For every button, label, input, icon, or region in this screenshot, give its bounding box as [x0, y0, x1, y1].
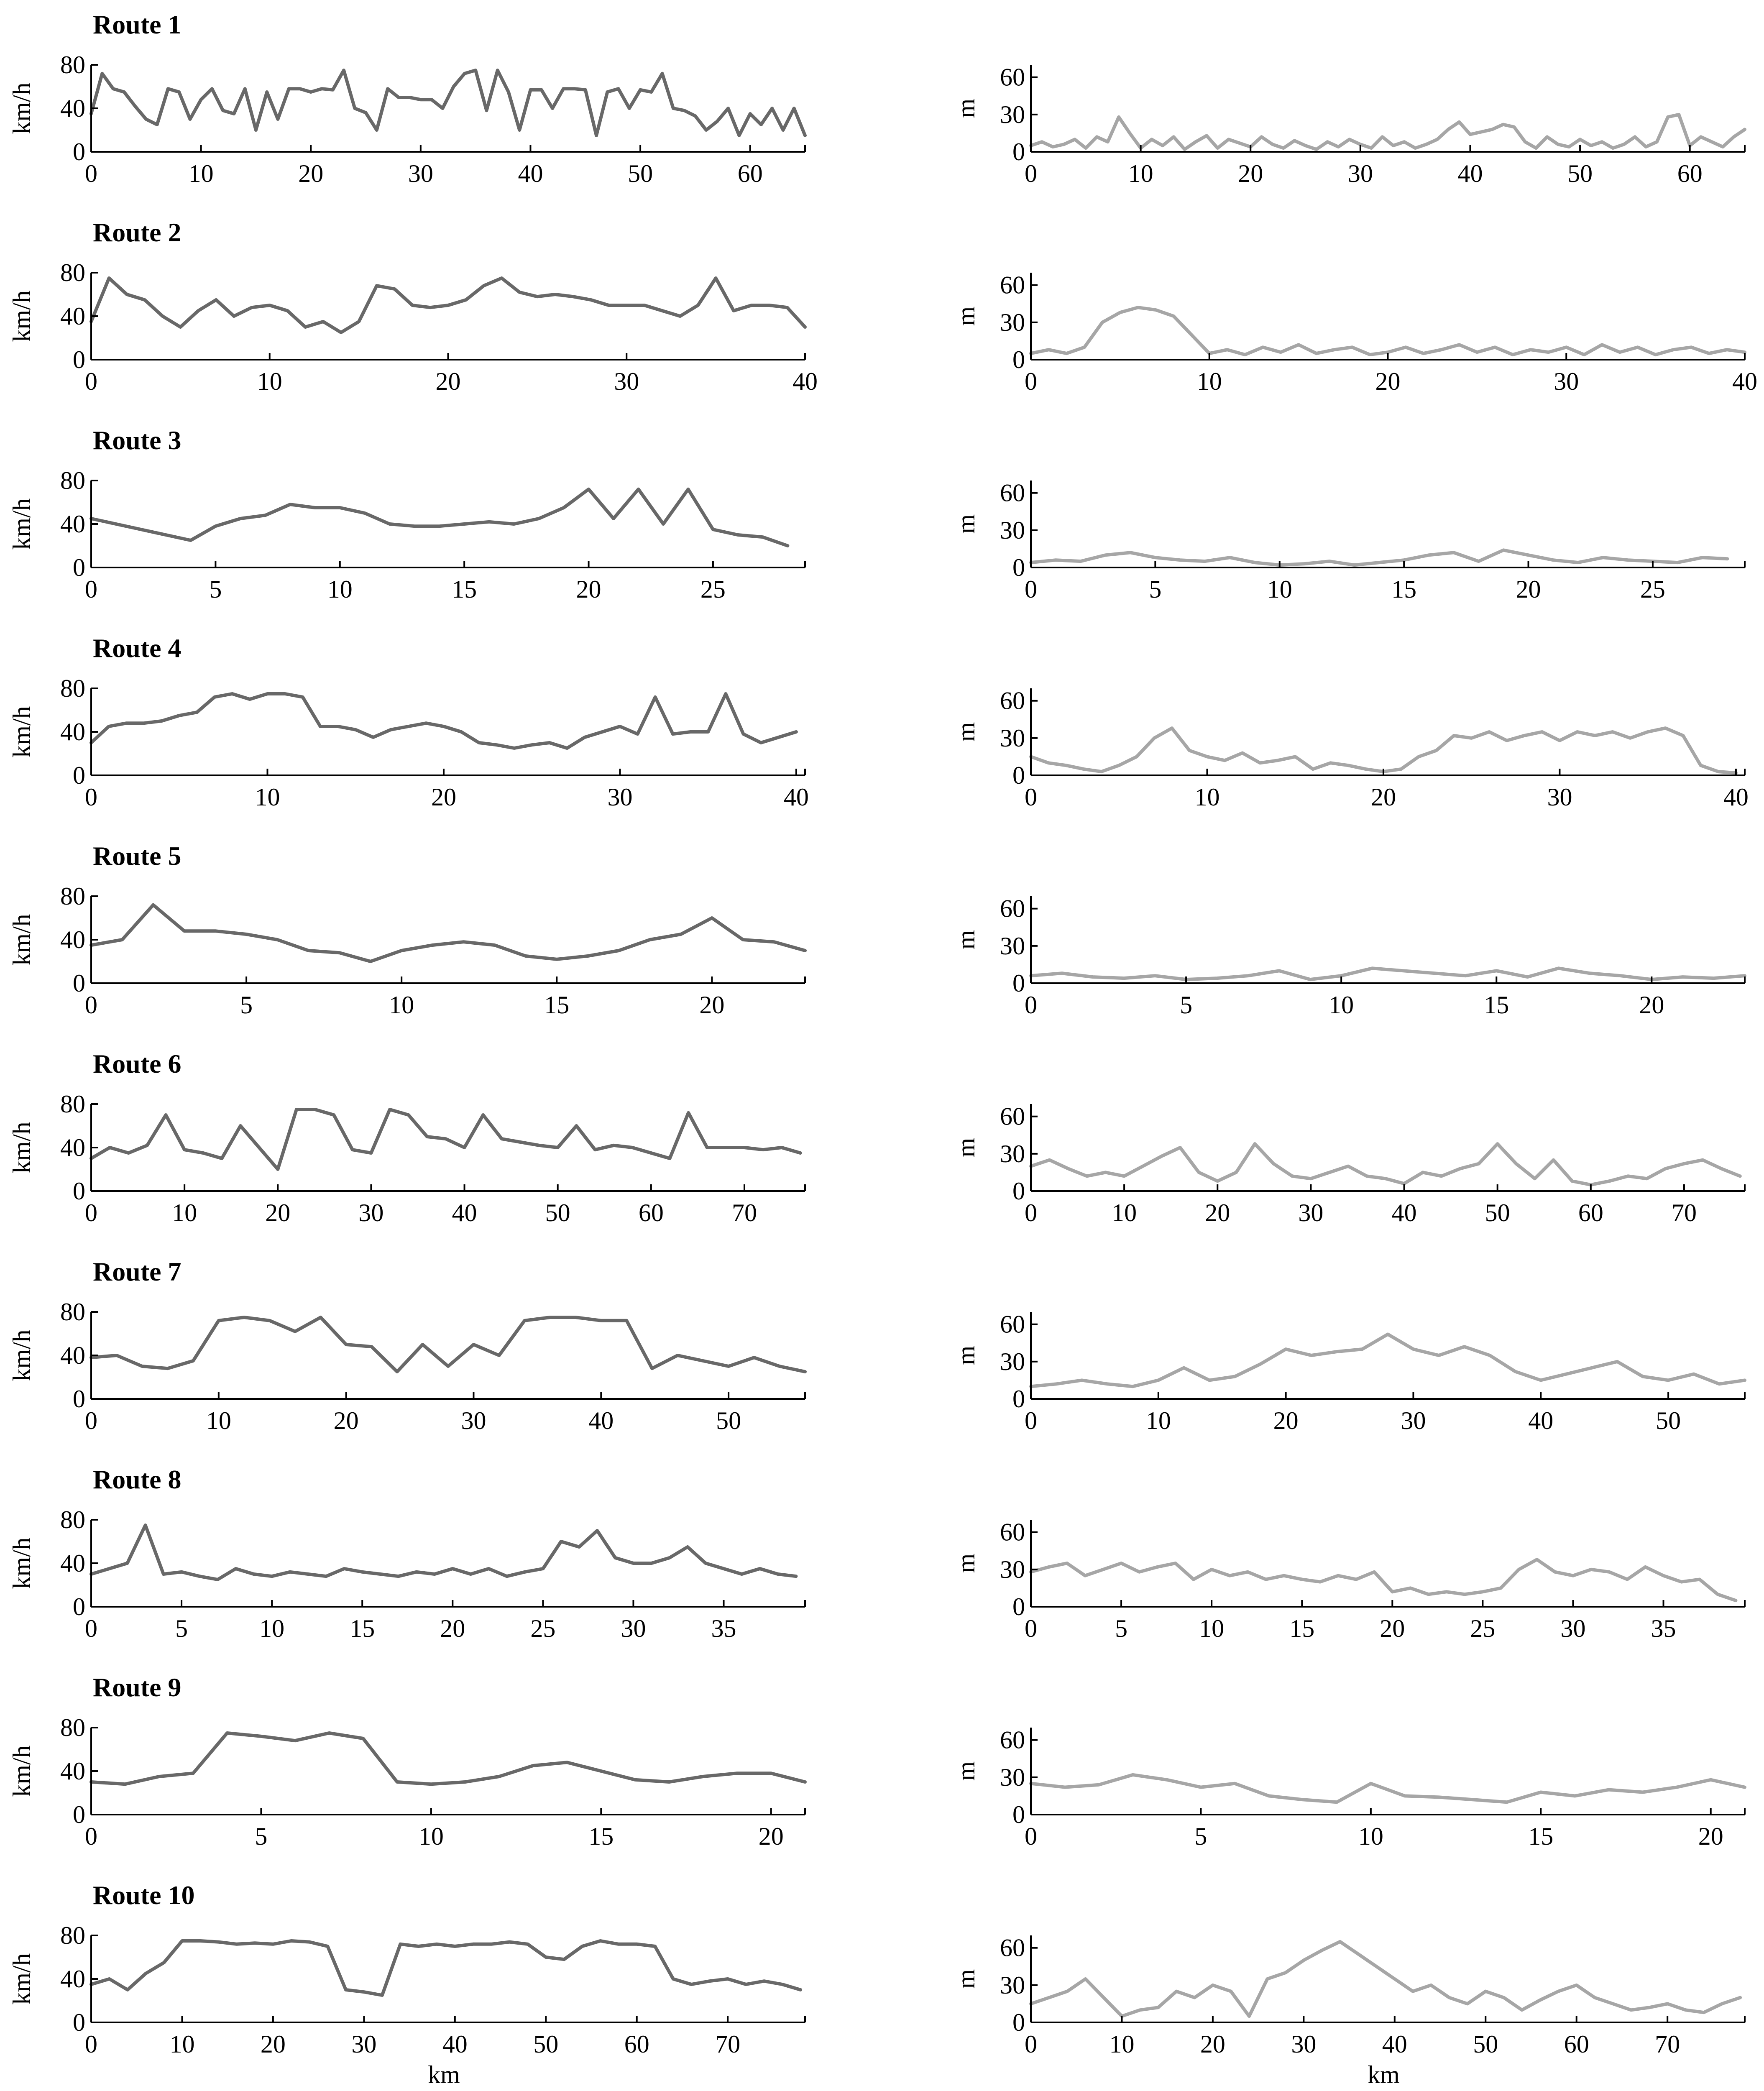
y-tick-label: 0 — [1012, 2009, 1025, 2036]
x-tick-label: 40 — [793, 368, 818, 395]
x-tick-label: 50 — [533, 2030, 559, 2058]
y-tick-label: 30 — [1000, 724, 1025, 752]
panel-1-speed — [8, 10, 805, 187]
y-tick-label: 0 — [73, 1801, 85, 1828]
speed-series-line — [91, 1733, 805, 1784]
x-tick-label: 10 — [206, 1407, 231, 1434]
y-axis-label: m — [952, 930, 980, 950]
x-tick-label: 20 — [699, 991, 725, 1019]
y-tick-label: 60 — [1000, 1102, 1025, 1130]
x-tick-label: 10 — [257, 368, 282, 395]
x-tick-label: 20 — [265, 1199, 291, 1227]
speed-series-line — [91, 905, 805, 961]
x-tick-label: 0 — [1025, 1615, 1037, 1642]
x-tick-label: 10 — [418, 1823, 444, 1850]
x-tick-label: 0 — [1025, 991, 1037, 1019]
x-tick-label: 5 — [1149, 575, 1162, 603]
y-axis-label: km/h — [8, 914, 36, 966]
x-tick-label: 30 — [621, 1615, 646, 1642]
x-tick-label: 5 — [209, 575, 222, 603]
x-tick-label: 10 — [1267, 575, 1292, 603]
x-tick-label: 20 — [1370, 783, 1396, 811]
x-tick-label: 10 — [1199, 1615, 1225, 1642]
x-tick-label: 5 — [255, 1823, 268, 1850]
y-axis-label: m — [952, 306, 980, 326]
x-tick-label: 20 — [260, 2030, 286, 2058]
y-tick-label: 30 — [1000, 1971, 1025, 1999]
y-axis-label: km/h — [8, 1329, 36, 1381]
x-tick-label: 5 — [240, 991, 253, 1019]
x-tick-label: 30 — [607, 783, 633, 811]
y-tick-label: 0 — [1012, 346, 1025, 373]
y-tick-label: 60 — [1000, 63, 1025, 91]
panel-7-speed — [8, 1257, 805, 1434]
y-tick-label: 80 — [60, 1922, 85, 1949]
x-tick-label: 40 — [1528, 1407, 1554, 1434]
y-axis-label: m — [952, 1553, 980, 1573]
route-title: Route 7 — [93, 1257, 182, 1286]
x-tick-label: 50 — [1485, 1199, 1510, 1227]
y-tick-label: 30 — [1000, 308, 1025, 336]
y-tick-label: 30 — [1000, 932, 1025, 960]
x-tick-label: 50 — [628, 160, 653, 187]
x-tick-label: 35 — [1651, 1615, 1676, 1642]
panel-3-elevation — [952, 479, 1745, 603]
y-axis-label: m — [952, 514, 980, 534]
y-tick-label: 60 — [1000, 479, 1025, 507]
x-tick-label: 0 — [85, 991, 97, 1019]
panel-9-speed — [8, 1672, 805, 1850]
x-tick-label: 25 — [700, 575, 726, 603]
x-tick-label: 10 — [327, 575, 353, 603]
x-tick-label: 40 — [1382, 2030, 1407, 2058]
x-tick-label: 0 — [85, 1199, 97, 1227]
y-tick-label: 60 — [1000, 895, 1025, 923]
route-title: Route 5 — [93, 841, 182, 871]
y-axis-label: m — [952, 1969, 980, 1989]
y-tick-label: 0 — [73, 2009, 85, 2036]
speed-series-line — [91, 1317, 805, 1372]
y-tick-label: 40 — [60, 1549, 85, 1577]
elevation-series-line — [1031, 1775, 1745, 1802]
x-tick-label: 50 — [545, 1199, 570, 1227]
speed-series-line — [91, 70, 805, 135]
panel-2-elevation — [952, 271, 1757, 395]
panel-3-speed — [8, 425, 805, 603]
speed-series-line — [91, 1941, 800, 1995]
elevation-series-line — [1031, 1942, 1740, 2016]
x-tick-label: 20 — [1200, 2030, 1225, 2058]
x-tick-label: 20 — [576, 575, 601, 603]
x-tick-label: 10 — [1112, 1199, 1137, 1227]
x-tick-label: 20 — [758, 1823, 784, 1850]
x-tick-label: 15 — [544, 991, 570, 1019]
x-tick-label: 10 — [389, 991, 414, 1019]
elevation-series-line — [1031, 1334, 1745, 1387]
y-tick-label: 40 — [60, 510, 85, 538]
y-tick-label: 30 — [1000, 516, 1025, 544]
x-tick-label: 0 — [85, 160, 97, 187]
panel-1-elevation — [952, 64, 1745, 187]
elevation-series-line — [1031, 1144, 1740, 1185]
x-tick-label: 0 — [1025, 2030, 1037, 2058]
x-tick-label: 70 — [1655, 2030, 1680, 2058]
y-tick-label: 60 — [1000, 271, 1025, 299]
y-tick-label: 0 — [1012, 969, 1025, 997]
x-tick-label: 25 — [1470, 1615, 1496, 1642]
x-tick-label: 5 — [1194, 1823, 1207, 1850]
y-tick-label: 30 — [1000, 1347, 1025, 1375]
x-tick-label: 10 — [255, 783, 280, 811]
x-tick-label: 30 — [1291, 2030, 1317, 2058]
y-tick-label: 0 — [73, 138, 85, 166]
panel-8-speed — [8, 1465, 805, 1642]
route-title: Route 9 — [93, 1672, 182, 1702]
x-tick-label: 30 — [351, 2030, 377, 2058]
x-tick-label: 0 — [1025, 783, 1037, 811]
x-tick-label: 20 — [1380, 1615, 1405, 1642]
y-tick-label: 0 — [73, 1177, 85, 1205]
panel-8-elevation — [952, 1518, 1745, 1642]
y-axis-label: km/h — [8, 706, 36, 758]
x-tick-label: 30 — [461, 1407, 486, 1434]
y-tick-label: 40 — [60, 718, 85, 746]
x-tick-label: 40 — [783, 783, 809, 811]
y-tick-label: 80 — [60, 675, 85, 702]
y-tick-label: 60 — [1000, 1310, 1025, 1338]
x-tick-label: 0 — [1025, 160, 1037, 187]
x-tick-label: 10 — [169, 2030, 195, 2058]
speed-series-line — [91, 694, 796, 748]
x-tick-label: 10 — [1145, 1407, 1171, 1434]
x-tick-label: 10 — [1128, 160, 1153, 187]
y-tick-label: 0 — [73, 554, 85, 581]
x-axis-label: km — [428, 2061, 460, 2088]
x-tick-label: 50 — [1567, 160, 1593, 187]
y-tick-label: 30 — [1000, 100, 1025, 128]
x-tick-label: 60 — [1564, 2030, 1589, 2058]
x-tick-label: 20 — [1205, 1199, 1230, 1227]
x-tick-label: 20 — [440, 1615, 465, 1642]
y-tick-label: 30 — [1000, 1763, 1025, 1791]
x-tick-label: 70 — [715, 2030, 741, 2058]
x-tick-label: 30 — [1401, 1407, 1426, 1434]
x-tick-label: 0 — [1025, 1199, 1037, 1227]
y-tick-label: 80 — [60, 1506, 85, 1534]
x-tick-label: 15 — [1528, 1823, 1554, 1850]
x-tick-label: 30 — [1547, 783, 1572, 811]
y-tick-label: 30 — [1000, 1140, 1025, 1168]
y-tick-label: 0 — [1012, 1801, 1025, 1828]
y-axis-label: m — [952, 1138, 980, 1158]
x-tick-label: 15 — [350, 1615, 375, 1642]
y-tick-label: 0 — [1012, 554, 1025, 581]
x-tick-label: 0 — [85, 1615, 97, 1642]
x-tick-label: 70 — [731, 1199, 757, 1227]
x-tick-label: 10 — [1329, 991, 1354, 1019]
y-tick-label: 40 — [60, 95, 85, 122]
x-tick-label: 15 — [452, 575, 477, 603]
panel-6-elevation — [952, 1103, 1745, 1227]
speed-series-line — [91, 278, 805, 332]
x-tick-label: 20 — [1639, 991, 1664, 1019]
x-tick-label: 5 — [1180, 991, 1193, 1019]
x-tick-label: 0 — [85, 1407, 97, 1434]
y-tick-label: 60 — [1000, 1518, 1025, 1546]
y-tick-label: 80 — [60, 51, 85, 79]
y-tick-label: 80 — [60, 882, 85, 910]
y-axis-label: km/h — [8, 82, 36, 134]
x-tick-label: 50 — [716, 1407, 741, 1434]
x-tick-label: 20 — [1516, 575, 1541, 603]
x-tick-label: 20 — [298, 160, 324, 187]
y-tick-label: 60 — [1000, 1934, 1025, 1962]
x-tick-label: 70 — [1671, 1199, 1697, 1227]
y-tick-label: 80 — [60, 1090, 85, 1118]
y-axis-label: km/h — [8, 1537, 36, 1589]
y-tick-label: 40 — [60, 1757, 85, 1785]
y-tick-label: 40 — [60, 1342, 85, 1369]
elevation-series-line — [1031, 728, 1736, 773]
panel-10-elevation — [952, 1934, 1745, 2088]
route-title: Route 2 — [93, 217, 182, 247]
x-tick-label: 30 — [358, 1199, 384, 1227]
x-tick-label: 30 — [1298, 1199, 1324, 1227]
y-tick-label: 0 — [73, 1385, 85, 1413]
y-axis-label: m — [952, 1761, 980, 1781]
x-tick-label: 0 — [85, 1823, 97, 1850]
route-title: Route 6 — [93, 1049, 182, 1079]
x-tick-label: 5 — [175, 1615, 188, 1642]
y-axis-label: km/h — [8, 290, 36, 342]
panel-7-elevation — [952, 1311, 1745, 1434]
x-tick-label: 25 — [1640, 575, 1665, 603]
x-tick-label: 10 — [259, 1615, 285, 1642]
x-tick-label: 0 — [1025, 368, 1037, 395]
speed-series-line — [91, 1109, 800, 1169]
x-tick-label: 50 — [1656, 1407, 1681, 1434]
x-tick-label: 15 — [1391, 575, 1417, 603]
panel-9-elevation — [952, 1726, 1745, 1850]
x-tick-label: 0 — [85, 368, 97, 395]
x-tick-label: 0 — [85, 783, 97, 811]
x-tick-label: 40 — [1391, 1199, 1417, 1227]
x-tick-label: 0 — [1025, 1823, 1037, 1850]
y-tick-label: 0 — [1012, 138, 1025, 166]
x-tick-label: 15 — [1484, 991, 1509, 1019]
elevation-series-line — [1031, 115, 1745, 149]
route-title: Route 8 — [93, 1465, 182, 1494]
x-tick-label: 60 — [737, 160, 763, 187]
x-tick-label: 40 — [452, 1199, 477, 1227]
x-tick-label: 40 — [588, 1407, 614, 1434]
y-tick-label: 80 — [60, 467, 85, 494]
panel-5-speed — [8, 841, 805, 1019]
y-tick-label: 40 — [60, 1134, 85, 1161]
panel-5-elevation — [952, 895, 1745, 1019]
y-axis-label: km/h — [8, 1122, 36, 1173]
y-tick-label: 40 — [60, 302, 85, 330]
x-tick-label: 25 — [530, 1615, 556, 1642]
elevation-series-line — [1031, 1559, 1736, 1600]
panel-2-speed — [8, 217, 818, 395]
x-tick-label: 0 — [85, 575, 97, 603]
speed-series-line — [91, 489, 787, 546]
y-axis-label: km/h — [8, 1953, 36, 2005]
x-tick-label: 20 — [1238, 160, 1263, 187]
panel-4-elevation — [952, 687, 1749, 811]
x-tick-label: 10 — [172, 1199, 197, 1227]
x-tick-label: 5 — [1115, 1615, 1128, 1642]
x-tick-label: 10 — [1358, 1823, 1383, 1850]
x-tick-label: 30 — [1347, 160, 1373, 187]
x-tick-label: 20 — [1375, 368, 1401, 395]
speed-series-line — [91, 1525, 796, 1580]
x-tick-label: 15 — [588, 1823, 614, 1850]
x-tick-label: 20 — [435, 368, 461, 395]
panel-4-speed — [8, 633, 809, 811]
y-axis-label: m — [952, 1345, 980, 1365]
x-tick-label: 60 — [1677, 160, 1703, 187]
y-tick-label: 60 — [1000, 1726, 1025, 1754]
x-axis-label: km — [1368, 2061, 1400, 2088]
x-tick-label: 10 — [188, 160, 214, 187]
x-tick-label: 60 — [624, 2030, 649, 2058]
x-tick-label: 10 — [1109, 2030, 1135, 2058]
y-tick-label: 80 — [60, 1714, 85, 1741]
x-tick-label: 10 — [1196, 368, 1222, 395]
y-tick-label: 30 — [1000, 1555, 1025, 1583]
y-axis-label: m — [952, 722, 980, 742]
x-tick-label: 0 — [1025, 1407, 1037, 1434]
y-axis-label: km/h — [8, 498, 36, 550]
x-tick-label: 20 — [431, 783, 456, 811]
x-tick-label: 0 — [85, 2030, 97, 2058]
x-tick-label: 40 — [442, 2030, 468, 2058]
x-tick-label: 40 — [1723, 783, 1749, 811]
elevation-series-line — [1031, 968, 1745, 979]
y-tick-label: 0 — [1012, 1385, 1025, 1413]
y-axis-label: km/h — [8, 1745, 36, 1797]
x-tick-label: 40 — [1732, 368, 1757, 395]
y-tick-label: 0 — [73, 762, 85, 789]
y-tick-label: 40 — [60, 926, 85, 953]
x-tick-label: 40 — [518, 160, 543, 187]
y-axis-label: m — [952, 98, 980, 118]
y-tick-label: 0 — [73, 346, 85, 373]
x-tick-label: 30 — [1554, 368, 1579, 395]
x-tick-label: 15 — [1289, 1615, 1315, 1642]
y-tick-label: 0 — [1012, 1593, 1025, 1621]
y-tick-label: 80 — [60, 1298, 85, 1326]
y-tick-label: 60 — [1000, 687, 1025, 715]
x-tick-label: 60 — [638, 1199, 664, 1227]
x-tick-label: 20 — [333, 1407, 359, 1434]
panel-6-speed — [8, 1049, 805, 1227]
route-title: Route 3 — [93, 425, 182, 455]
x-tick-label: 20 — [1273, 1407, 1299, 1434]
y-tick-label: 40 — [60, 1965, 85, 1993]
route-title: Route 10 — [93, 1880, 195, 1910]
x-tick-label: 30 — [408, 160, 433, 187]
x-tick-label: 40 — [1457, 160, 1483, 187]
route-title: Route 1 — [93, 10, 182, 39]
elevation-series-line — [1031, 307, 1745, 355]
x-tick-label: 0 — [1025, 575, 1037, 603]
x-tick-label: 60 — [1578, 1199, 1603, 1227]
panel-10-speed — [8, 1880, 805, 2088]
route-title: Route 4 — [93, 633, 182, 663]
x-tick-label: 10 — [1194, 783, 1220, 811]
y-tick-label: 0 — [1012, 762, 1025, 789]
elevation-series-line — [1031, 550, 1727, 565]
x-tick-label: 30 — [1560, 1615, 1586, 1642]
x-tick-label: 20 — [1698, 1823, 1723, 1850]
y-tick-label: 0 — [73, 1593, 85, 1621]
y-tick-label: 0 — [1012, 1177, 1025, 1205]
x-tick-label: 35 — [711, 1615, 736, 1642]
y-tick-label: 80 — [60, 259, 85, 286]
y-tick-label: 0 — [73, 969, 85, 997]
x-tick-label: 30 — [614, 368, 639, 395]
x-tick-label: 50 — [1473, 2030, 1498, 2058]
